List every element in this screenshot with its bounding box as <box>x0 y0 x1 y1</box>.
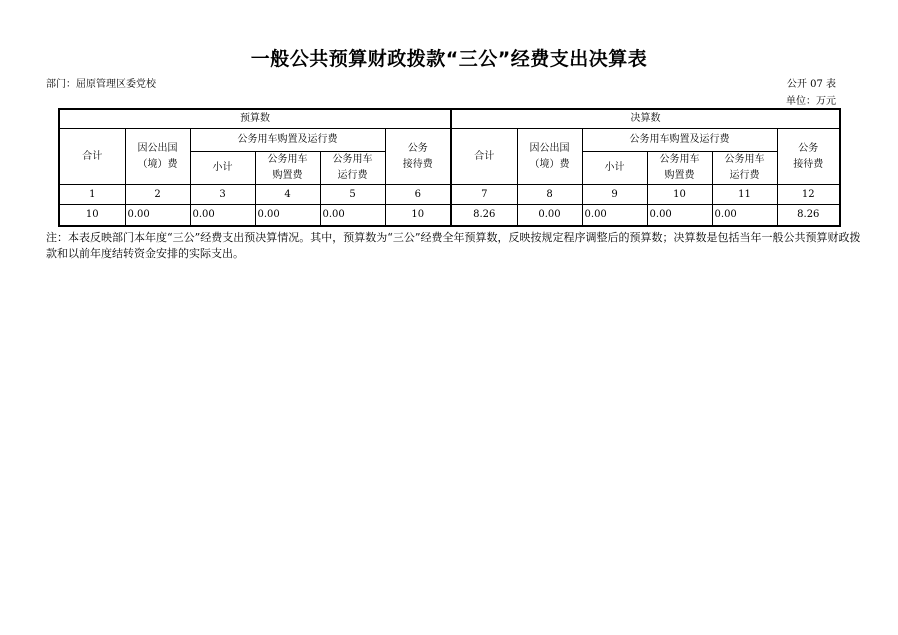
header-final-vehicle-purchase <box>647 152 712 185</box>
cell-budget-vehicle-purchase: 0.00 <box>255 205 320 227</box>
table-note: 注：本表反映部门本年度“三公”经费支出预决算情况。其中，预算数为“三公”经费全年预算数，反映按规定程序调整后的预算数；决算数是包括当年一般公共预算财政拨款和以前年度结转资金安排的实际支出。 <box>46 231 861 260</box>
header-budget-subtotal: 小计 <box>190 152 255 185</box>
table-header-row-1 <box>59 129 840 152</box>
header-final-vehicle-operation <box>712 152 777 185</box>
header-final-subtotal: 小计 <box>582 152 647 185</box>
header-budget-abroad <box>125 129 190 185</box>
expense-table <box>58 108 841 227</box>
header-final-reception-line1: 公务 <box>798 142 819 154</box>
column-number: 10 <box>647 185 712 205</box>
header-final-vehicle-group: 公务用车购置及运行费 <box>582 129 777 152</box>
page-title: 一般公共预算财政拨款“三公”经费支出决算表 <box>250 48 648 70</box>
header-budget-reception <box>385 129 451 185</box>
column-number: 8 <box>517 185 582 205</box>
cell-final-vehicle-purchase: 0.00 <box>647 205 712 227</box>
header-budget-vehicle-purchase-line1: 公务用车 <box>267 154 308 165</box>
column-number: 2 <box>125 185 190 205</box>
header-budget-vehicle-purchase-line2: 购置费 <box>272 170 303 181</box>
column-number-row <box>59 185 840 205</box>
cell-final-reception: 8.26 <box>777 205 840 227</box>
table-group-header-row <box>59 109 840 129</box>
cell-final-subtotal: 0.00 <box>582 205 647 227</box>
header-budget-abroad-line1: 因公出国 <box>137 142 178 154</box>
table-row <box>59 205 840 227</box>
column-number: 1 <box>59 185 125 205</box>
cell-budget-subtotal: 0.00 <box>190 205 255 227</box>
cell-final-total: 8.26 <box>451 205 517 227</box>
header-final-reception <box>777 129 840 185</box>
cell-final-vehicle-operation: 0.00 <box>712 205 777 227</box>
header-budget-vehicle-operation-line1: 公务用车 <box>332 154 373 165</box>
header-budget-vehicle-operation-line2: 运行费 <box>337 170 368 181</box>
header-final-reception-line2: 接待费 <box>793 158 824 170</box>
header-budget-reception-line2: 接待费 <box>402 158 433 170</box>
header-final-abroad-line1: 因公出国 <box>529 142 570 154</box>
header-final-vehicle-purchase-line1: 公务用车 <box>659 154 700 165</box>
column-number: 3 <box>190 185 255 205</box>
header-final-vehicle-operation-line1: 公务用车 <box>724 154 765 165</box>
cell-budget-total: 10 <box>59 205 125 227</box>
header-budget-reception-line1: 公务 <box>407 142 428 154</box>
cell-final-abroad: 0.00 <box>517 205 582 227</box>
header-budget-vehicle-operation <box>320 152 385 185</box>
cell-budget-abroad: 0.00 <box>125 205 190 227</box>
header-budget-vehicle-purchase <box>255 152 320 185</box>
department-label: 部门：屈原管理区委党校 <box>46 79 156 90</box>
header-budget-abroad-line2: （境）费 <box>137 158 178 170</box>
header-budget-vehicle-group: 公务用车购置及运行费 <box>190 129 385 152</box>
column-number: 11 <box>712 185 777 205</box>
header-final-abroad <box>517 129 582 185</box>
cell-budget-vehicle-operation: 0.00 <box>320 205 385 227</box>
header-final-total: 合计 <box>451 129 517 185</box>
column-number: 6 <box>385 185 451 205</box>
column-number: 7 <box>451 185 517 205</box>
column-number: 9 <box>582 185 647 205</box>
header-final-vehicle-purchase-line2: 购置费 <box>664 170 695 181</box>
column-number: 4 <box>255 185 320 205</box>
cell-budget-reception: 10 <box>385 205 451 227</box>
header-final-abroad-line2: （境）费 <box>529 158 570 170</box>
header-final-vehicle-operation-line2: 运行费 <box>729 170 760 181</box>
header-budget-total: 合计 <box>59 129 125 185</box>
column-number: 12 <box>777 185 840 205</box>
header-budget-group: 预算数 <box>59 109 451 129</box>
unit-label: 单位：万元 <box>786 96 836 107</box>
column-number: 5 <box>320 185 385 205</box>
header-final-group: 决算数 <box>451 109 840 129</box>
table-code-label: 公开 07 表 <box>786 79 836 90</box>
